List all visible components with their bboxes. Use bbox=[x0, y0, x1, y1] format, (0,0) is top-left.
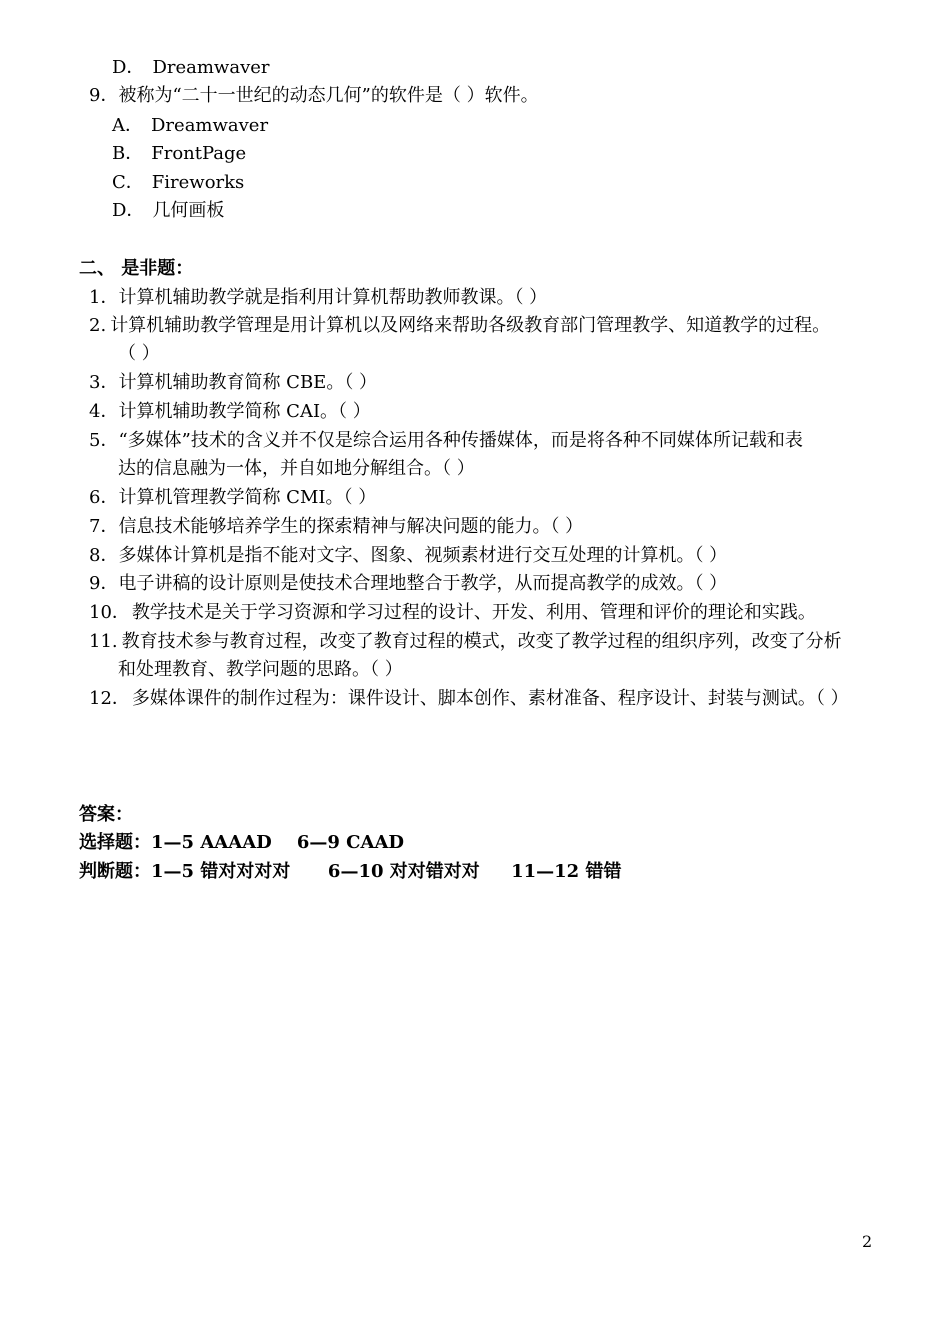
item-text: 计算机辅助教学管理是用计算机以及网络来帮助各级教育部门管理教学、知道教学的过程。 bbox=[110, 315, 831, 336]
item-text: 教育技术参与教育过程，改变了教育过程的模式，改变了教学过程的组织序列，改变了分析 bbox=[121, 631, 842, 652]
tf-item-10 bbox=[89, 601, 816, 625]
option-letter: D． bbox=[112, 57, 145, 78]
page-number: 2 bbox=[862, 1232, 873, 1251]
tf-item-4 bbox=[89, 400, 371, 424]
q9-option-d bbox=[112, 199, 224, 223]
option-text: Fireworks bbox=[151, 172, 245, 193]
item-text: 教学技术是关于学习资源和学习过程的设计、开发、利用、管理和评价的理论和实践。 bbox=[131, 602, 816, 623]
option-letter: C． bbox=[112, 172, 144, 193]
item-number: 8． bbox=[89, 545, 119, 566]
tf-item-8 bbox=[89, 544, 727, 568]
option-text: 几何画板 bbox=[152, 200, 225, 221]
option-text: Dreamwaver bbox=[151, 115, 269, 136]
item-number: 7． bbox=[89, 516, 119, 537]
item-text: 计算机辅助教育简称 CBE。（ ） bbox=[118, 372, 378, 393]
item-text: 信息技术能够培养学生的探索精神与解决问题的能力。（ ） bbox=[118, 516, 584, 537]
question-number: 9． bbox=[89, 85, 119, 106]
tf-item-2-cont: （ ） bbox=[118, 343, 160, 364]
question-stem: 被称为“二十一世纪的动态几何”的软件是（ ）软件。 bbox=[118, 85, 539, 106]
tf-item-11-cont: 和处理教育、教学问题的思路。（ ） bbox=[118, 659, 403, 680]
tf-item-5-cont: 达的信息融为一体，并自如地分解组合。（ ） bbox=[118, 458, 475, 479]
option-letter: B． bbox=[112, 143, 144, 164]
q9-option-a bbox=[112, 114, 268, 138]
tf-item-9 bbox=[89, 572, 727, 596]
item-text: 多媒体计算机是指不能对文字、图象、视频素材进行交互处理的计算机。（ ） bbox=[118, 545, 728, 566]
option-text: Dreamwaver bbox=[152, 57, 270, 78]
item-number: 3． bbox=[89, 372, 119, 393]
tf-item-7 bbox=[89, 515, 583, 539]
tf-item-2 bbox=[89, 314, 830, 338]
item-text: “多媒体”技术的含义并不仅是综合运用各种传播媒体，而是将各种不同媒体所记载和表 bbox=[118, 430, 803, 451]
item-text: 电子讲稿的设计原则是使技术合理地整合于教学，从而提高教学的成效。（ ） bbox=[118, 573, 728, 594]
q9-option-b bbox=[112, 142, 246, 166]
item-number: 10． bbox=[89, 602, 130, 623]
item-text: 多媒体课件的制作过程为：课件设计、脚本创作、素材准备、程序设计、封装与测试。（ ） bbox=[131, 688, 849, 709]
tf-item-1 bbox=[89, 286, 547, 310]
item-number: 6． bbox=[89, 487, 119, 508]
tf-item-11 bbox=[89, 630, 842, 654]
item-number: 5． bbox=[89, 430, 119, 451]
item-number: 1． bbox=[89, 287, 119, 308]
q8-option-d bbox=[112, 56, 270, 80]
option-letter: D． bbox=[112, 200, 145, 221]
item-text: 计算机辅助教学就是指利用计算机帮助教师教课。（ ） bbox=[118, 287, 548, 308]
q9-option-c bbox=[112, 171, 244, 195]
tf-item-12 bbox=[89, 687, 849, 711]
option-text: FrontPage bbox=[151, 143, 247, 164]
answers-truefalse: 判断题：1—5 错对对对对 6—10 对对错对对 11—12 错错 bbox=[79, 861, 622, 882]
item-number: 12． bbox=[89, 688, 130, 709]
tf-item-6 bbox=[89, 486, 376, 510]
section-2-heading: 二、 是非题： bbox=[79, 258, 194, 279]
option-letter: A． bbox=[112, 115, 143, 136]
item-number: 2. bbox=[89, 315, 107, 336]
tf-item-3 bbox=[89, 371, 377, 395]
item-number: 4． bbox=[89, 401, 119, 422]
item-text: 计算机管理教学简称 CMI。（ ） bbox=[118, 487, 377, 508]
question-9 bbox=[89, 84, 539, 108]
tf-item-5 bbox=[89, 429, 803, 453]
answers-heading: 答案： bbox=[79, 804, 133, 825]
item-number: 9． bbox=[89, 573, 119, 594]
item-text: 计算机辅助教学简称 CAI。（ ） bbox=[118, 401, 371, 422]
answers-choice: 选择题：1—5 AAAAD 6—9 CAAD bbox=[79, 832, 405, 853]
item-number: 11. bbox=[89, 631, 118, 652]
